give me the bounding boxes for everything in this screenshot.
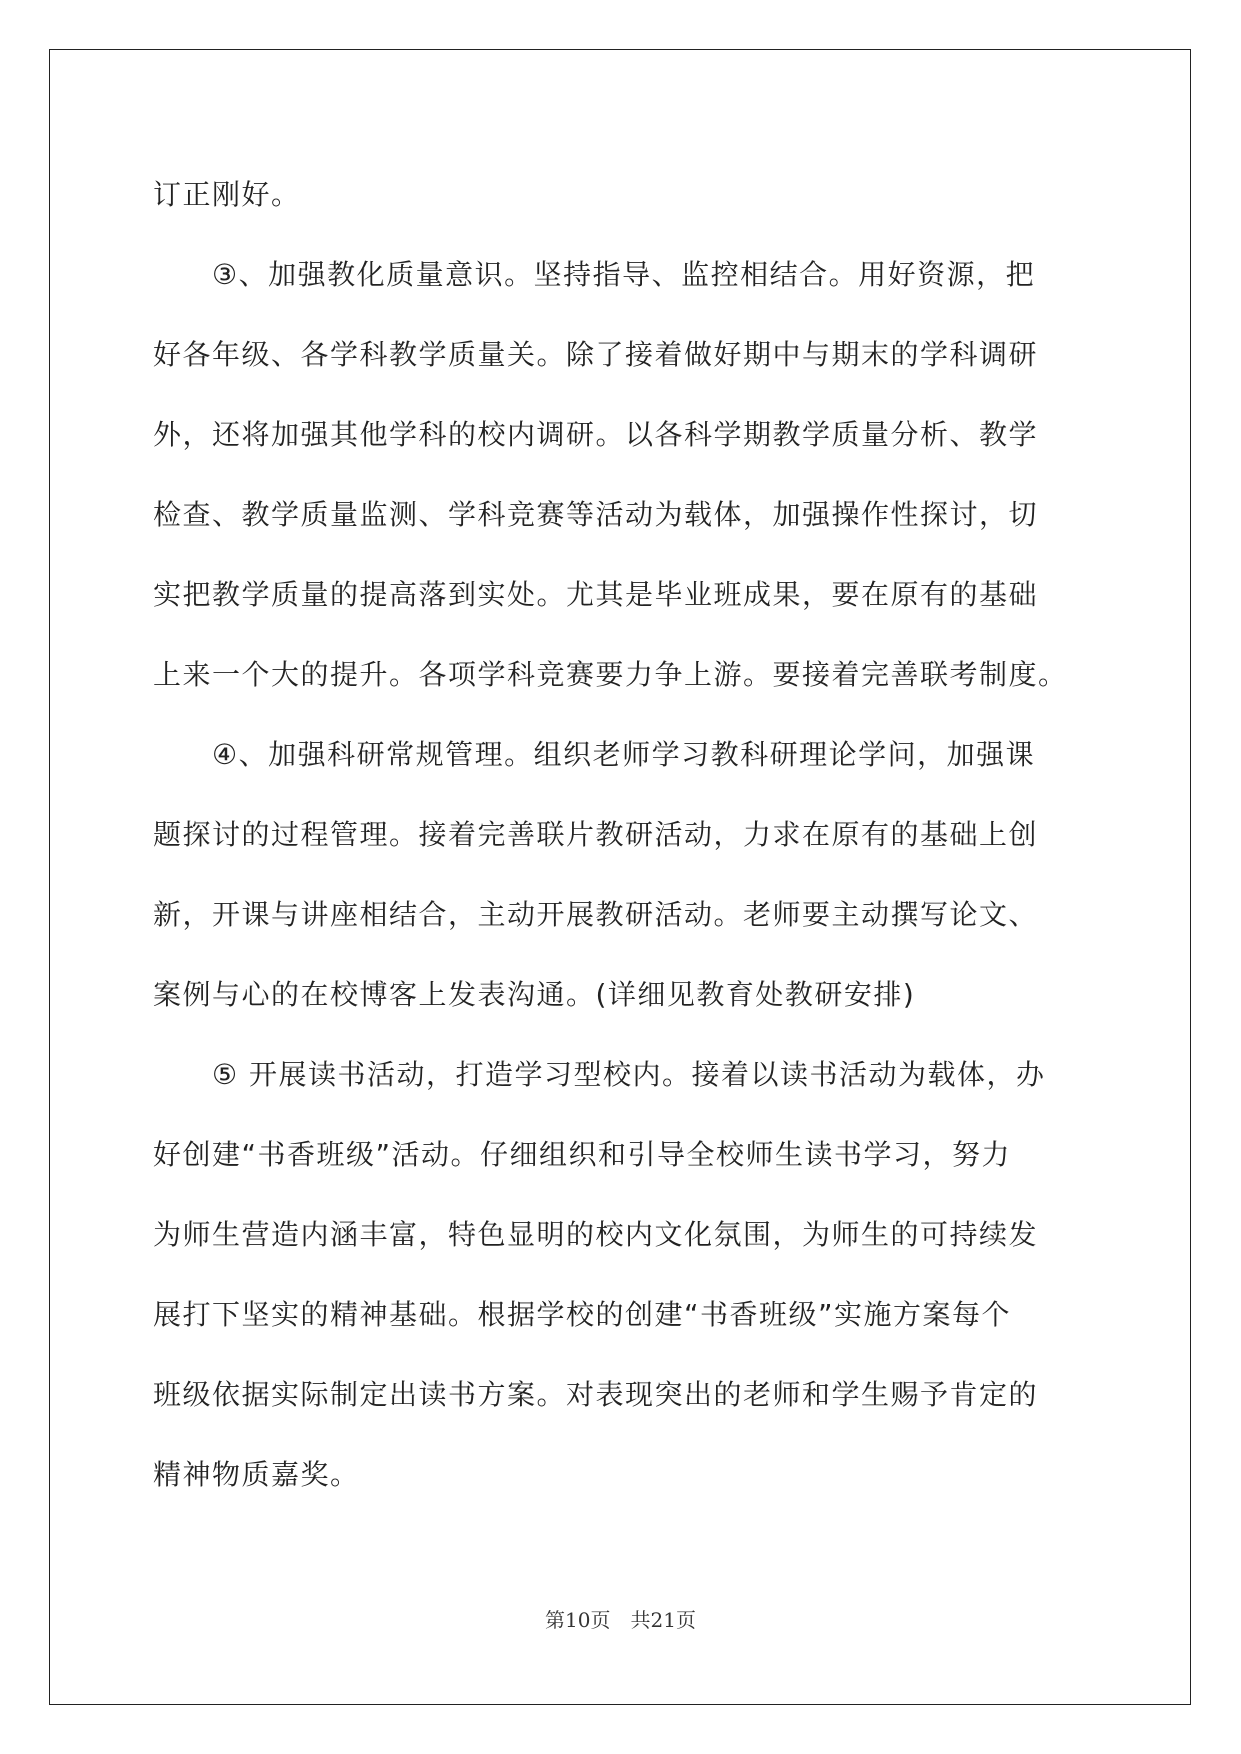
text-line: 题探讨的过程管理。接着完善联片教研活动，力求在原有的基础上创 [153, 818, 1039, 851]
text-line: 好各年级、各学科教学质量关。除了接着做好期中与期末的学科调研 [153, 338, 1039, 371]
text-line: ⑤ 开展读书活动，打造学习型校内。接着以读书活动为载体，办 [153, 1058, 1046, 1091]
text-line: 展打下坚实的精神基础。根据学校的创建“书香班级”实施方案每个 [153, 1298, 1012, 1331]
text-line: 实把教学质量的提高落到实处。尤其是毕业班成果，要在原有的基础 [153, 578, 1039, 611]
text-line: 班级依据实际制定出读书方案。对表现突出的老师和学生赐予肯定的 [153, 1378, 1039, 1411]
text-line: 上来一个大的提升。各项学科竞赛要力争上游。要接着完善联考制度。 [153, 658, 1068, 691]
text-line: 订正刚好。 [153, 178, 301, 211]
text-line: ③、加强教化质量意识。坚持指导、监控相结合。用好资源，把 [153, 258, 1036, 291]
text-line: 新，开课与讲座相结合，主动开展教研活动。老师要主动撰写论文、 [153, 898, 1039, 931]
text-line: 外，还将加强其他学科的校内调研。以各科学期教学质量分析、教学 [153, 418, 1039, 451]
text-line: 检查、教学质量监测、学科竞赛等活动为载体，加强操作性探讨，切 [153, 498, 1039, 531]
text-line: 案例与心的在校博客上发表沟通。(详细见教育处教研安排) [153, 978, 916, 1011]
text-line: 好创建“书香班级”活动。仔细组织和引导全校师生读书学习，努力 [153, 1138, 1012, 1171]
text-line: ④、加强科研常规管理。组织老师学习教科研理论学问，加强课 [153, 738, 1036, 771]
text-line: 精神物质嘉奖。 [153, 1458, 360, 1491]
document-body [153, 155, 1089, 1515]
page-number-footer: 第10页 共21页 [545, 1608, 696, 1632]
text-line: 为师生营造内涵丰富，特色显明的校内文化氛围，为师生的可持续发 [153, 1218, 1039, 1251]
